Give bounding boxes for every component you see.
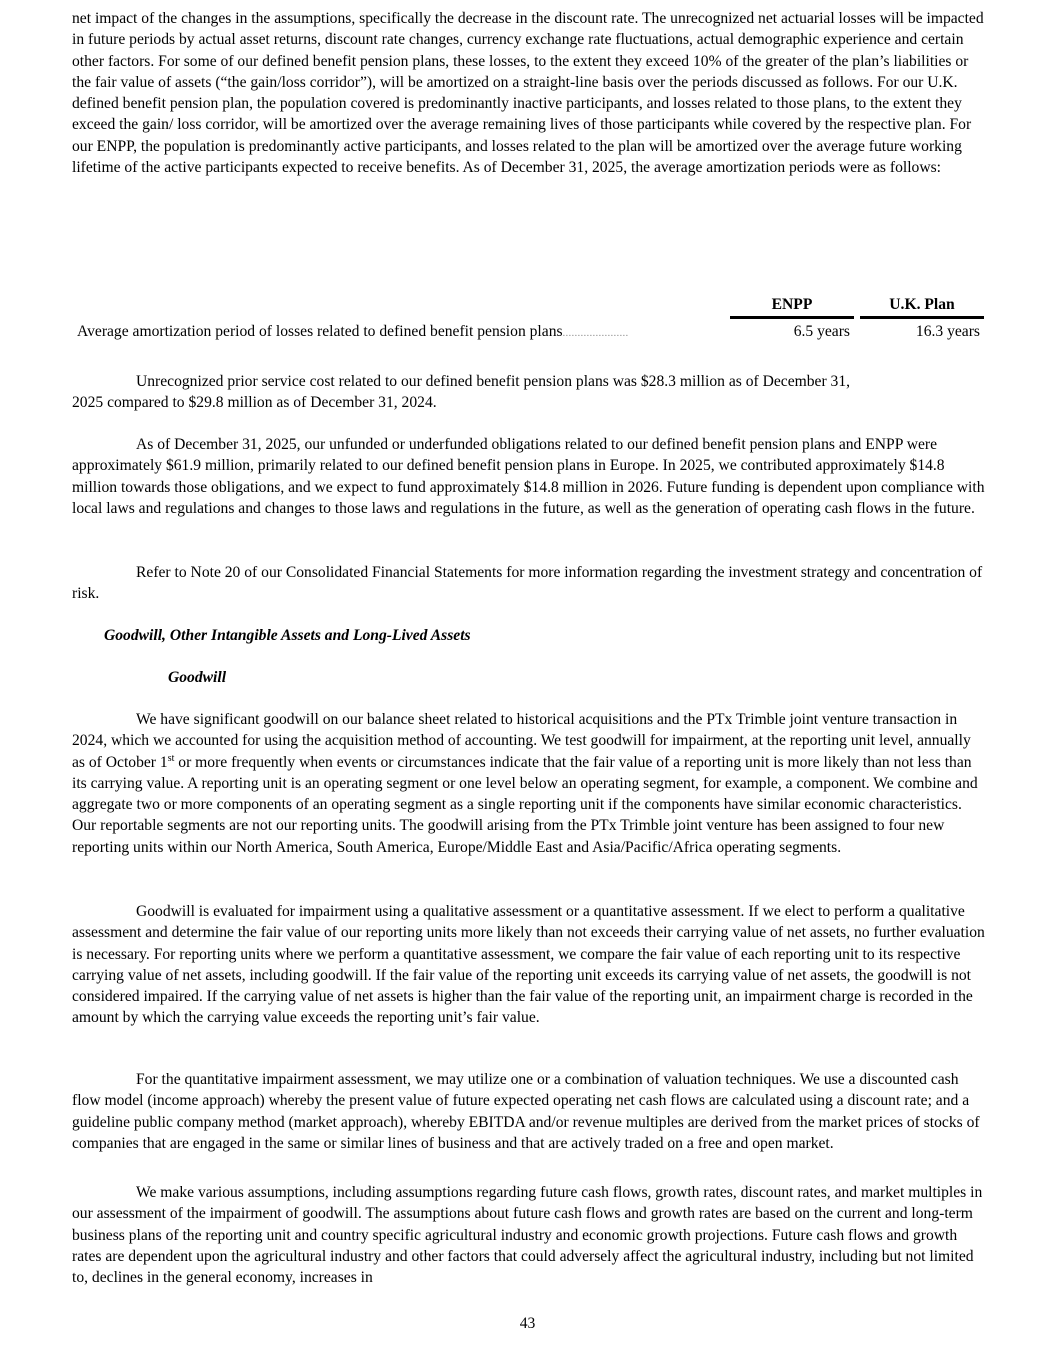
enpp-value: 6.5 years xyxy=(793,323,850,340)
section-heading: Goodwill, Other Intangible Assets and Long-Lived Assets xyxy=(104,627,471,644)
paragraph-actuarial-losses: net impact of the changes in the assumptions, specifically the decrease in the discount rate. The unrecognized net actuarial losses will be impacted in future periods by actual asset returns, discount rate changes, currency exchange rate fluctuations, actual demographic experience and certain other factors. For some of our defined benefit pension plans, these losses, to the extent they exceed 10% of the greater of the plan’s liabilities or the fair value of assets (“the gain/loss corridor”), will be amortized on a straight-line basis over the periods discussed as follows. For our U.K. defined benefit pension plan, the population covered is predominantly inactive participants, and losses related to those plans, to the extent they exceed the gain/ loss corridor, will be amortized over the average remaining lives of those participants while covered by the respective plan. For our ENPP, the population is predominantly active participants, and losses related to the plan will be amortized over the average future working lifetime of the active participants expected to receive benefits. As of December 31, 2025, the average amortization periods were as follows: xyxy=(72,10,984,177)
paragraph-valuation-techniques: For the quantitative impairment assessment, we may utilize one or a combination of valuation techniques. We use a discounted cash flow model (income approach) whereby the present value of future expected operating net cash flows are calculated using a discount rate; and a guideline public company method (market approach), whereby EBITDA and/or revenue multiples are derived from the market prices of stocks of companies that are engaged in the same or similar lines of business and that are actively traded on a free and open market. xyxy=(72,1071,980,1152)
uk-plan-value: 16.3 years xyxy=(915,323,980,340)
paragraph-goodwill-overview: We have significant goodwill on our balance sheet related to historical acquisitions and the PTx Trimble joint venture transaction in 2024, which we accounted for using the acquisition method of accounting. We test goodwill for impairment, at the reporting unit level, annually as of October 1st or more frequently when events or circumstances indicate that the fair value of a reporting unit is more likely than not less than its carrying value. A reporting unit is an operating segment or one level below an operating segment, for example, a component. We combine and aggregate two or more components of an operating segment as a single reporting unit if the components have similar economic characteristics. Our reportable segments are not our reporting units. The goodwill arising from the PTx Trimble joint venture has been assigned to four new reporting units within our North America, South America, Europe/Middle East and Asia/Pacific/Africa operating segments. xyxy=(72,711,978,856)
column-header-enpp: ENPP xyxy=(730,294,854,319)
subsection-heading: Goodwill xyxy=(168,669,227,686)
paragraph-assumptions: We make various assumptions, including assumptions regarding future cash flows, growth rates, discount rates, and market multiples in our assessment of the impairment of goodwill. The assumptions about future cash flows and growth rates are based on the current and long-term business plans of the reporting unit and country specific agricultural industry and economic growth projections. Future cash flows and growth rates are dependent upon the agricultural industry and other factors that could adversely affect the agricultural industry, including but not limited to, declines in the general economy, increases in xyxy=(72,1184,983,1287)
paragraph-unfunded-obligations: As of December 31, 2025, our unfunded or underfunded obligations related to our defined benefit pension plans and ENPP were approximately $61.9 million, primarily related to our defined benefit pension plans in Europe. In 2025, we contributed approximately $14.8 million towards those obligations, and we expect to fund approximately $14.8 million in 2026. Future funding is dependent upon compliance with local laws and regulations and changes to those laws and regulations in the future, as well as the generation of operating cash flows in the future. xyxy=(72,436,985,517)
paragraph-note-reference: Refer to Note 20 of our Consolidated Financial Statements for more information regarding the investment strategy and concentration of risk. xyxy=(72,564,983,603)
column-header-uk-plan: U.K. Plan xyxy=(860,294,984,319)
paragraph-impairment-evaluation: Goodwill is evaluated for impairment using a qualitative assessment or a quantitative assessment. If we elect to perform a qualitative assessment and determine the fair value of our reporting units more likely than not exceeds their carrying value of net assets, no further evaluation is necessary. For reporting units where we perform a quantitative assessment, we compare the fair value of each reporting unit to its respective carrying value of net assets, including goodwill. If the fair value of the reporting unit exceeds its carrying value of net assets, the goodwill is not considered impaired. If the carrying value of net assets is higher than the fair value of the reporting unit, an impairment charge is recorded in the amount by which the carrying value exceeds the reporting unit’s fair value. xyxy=(72,903,985,1027)
page-number: 43 xyxy=(519,1315,536,1332)
row-label: Average amortization period of losses related to defined benefit pension plans...................... xyxy=(77,323,629,340)
paragraph-prior-service-cost: Unrecognized prior service cost related to our defined benefit pension plans was $28.3 million as of December 31, 2025 compared to $29.8 million as of December 31, 2024. xyxy=(72,373,851,412)
